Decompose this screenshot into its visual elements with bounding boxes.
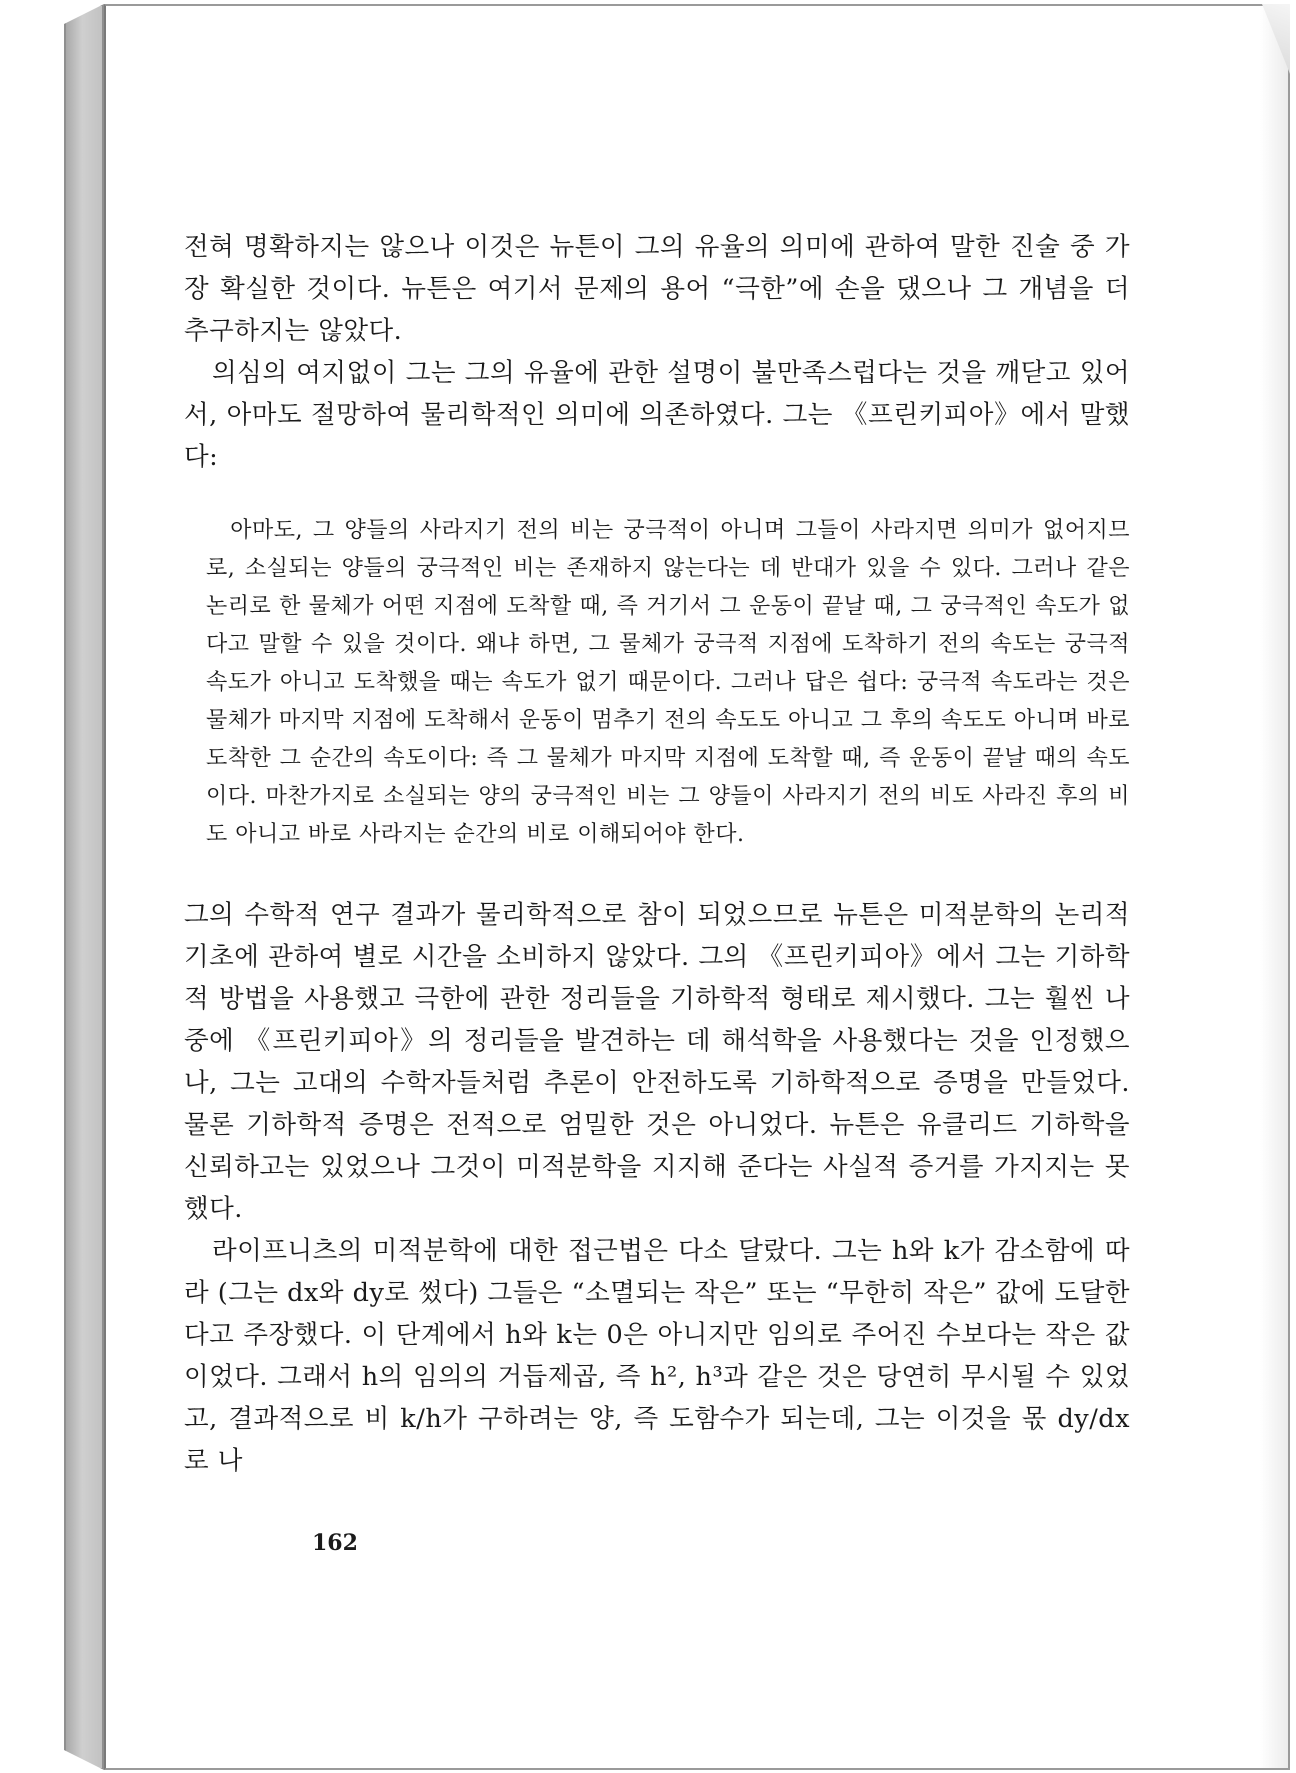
paragraph-2: 의심의 여지없이 그는 그의 유율에 관한 설명이 불만족스럽다는 것을 깨닫고 있어서, 아마도 절망하여 물리학적인 의미에 의존하였다. 그는 《프린키피아》에서 말했다: bbox=[184, 358, 1130, 472]
page-number: 162 bbox=[312, 1530, 358, 1556]
page-edge bbox=[1260, 6, 1288, 1768]
page-text bbox=[184, 226, 1130, 1482]
paragraph-1: 전혀 명확하지는 않으나 이것은 뉴튼이 그의 유율의 의미에 관하여 말한 진술 중 가장 확실한 것이다. 뉴튼은 여기서 문제의 용어 “극한”에 손을 댔으나 그 개념을 더 추구하지는 않았다. bbox=[184, 232, 1130, 346]
paragraph-4: 라이프니츠의 미적분학에 대한 접근법은 다소 달랐다. 그는 h와 k가 감소함에 따라 (그는 dx와 dy로 썼다) 그들은 “소멸되는 작은” 또는 “무한히 작은” 값에 도달한다고 주장했다. 이 단계에서 h와 k는 0은 아니지만 임의로 주어진 수보다는 작은 값이었다. 그래서 h의 임의의 거듭제곱, 즉 h², h³과 같은 것은 당연히 무시될 수 있었고, 결과적으로 비 k/h가 구하려는 양, 즉 도함수가 되는데, 그는 이것을 몫 dy/dx로 나 bbox=[184, 1236, 1130, 1476]
block-quote: 아마도, 그 양들의 사라지기 전의 비는 궁극적이 아니며 그들이 사라지면 의미가 없어지므로, 소실되는 양들의 궁극적인 비는 존재하지 않는다는 데 반대가 있을 수 있다. 그러나 같은 논리로 한 물체가 어떤 지점에 도착할 때, 즉 거기서 그 운동이 끝날 때, 그 궁극적인 속도가 없다고 말할 수 있을 것이다. 왜냐 하면, 그 물체가 궁극적 지점에 도착하기 전의 속도는 궁극적 속도가 아니고 도착했을 때는 속도가 없기 때문이다. 그러나 답은 쉽다: 궁극적 속도라는 것은 물체가 마지막 지점에 도착해서 운동이 멈추기 전의 속도도 아니고 그 후의 속도도 아니며 바로 도착한 그 순간의 속도이다: 즉 그 물체가 마지막 지점에 도착할 때, 즉 운동이 끝날 때의 속도이다. 마찬가지로 소실되는 양의 궁극적인 비는 그 양들이 사라지기 전의 비도 사라진 후의 비도 아니고 바로 사라지는 순간의 비로 이해되어야 한다. bbox=[206, 518, 1130, 847]
book-spine bbox=[64, 4, 104, 1770]
paragraph-3: 그의 수학적 연구 결과가 물리학적으로 참이 되었으므로 뉴튼은 미적분학의 논리적 기초에 관하여 별로 시간을 소비하지 않았다. 그의 《프린키피아》에서 그는 기하학적 방법을 사용했고 극한에 관한 정리들을 기하학적 형태로 제시했다. 그는 훨씬 나중에 《프린키피아》의 정리들을 발견하는 데 해석학을 사용했다는 것을 인정했으나, 그는 고대의 수학자들처럼 추론이 안전하도록 기하학적으로 증명을 만들었다. 물론 기하학적 증명은 전적으로 엄밀한 것은 아니었다. 뉴튼은 유클리드 기하학을 신뢰하고는 있었으나 그것이 미적분학을 지지해 준다는 사실적 증거를 가지지는 못했다. bbox=[184, 900, 1130, 1224]
